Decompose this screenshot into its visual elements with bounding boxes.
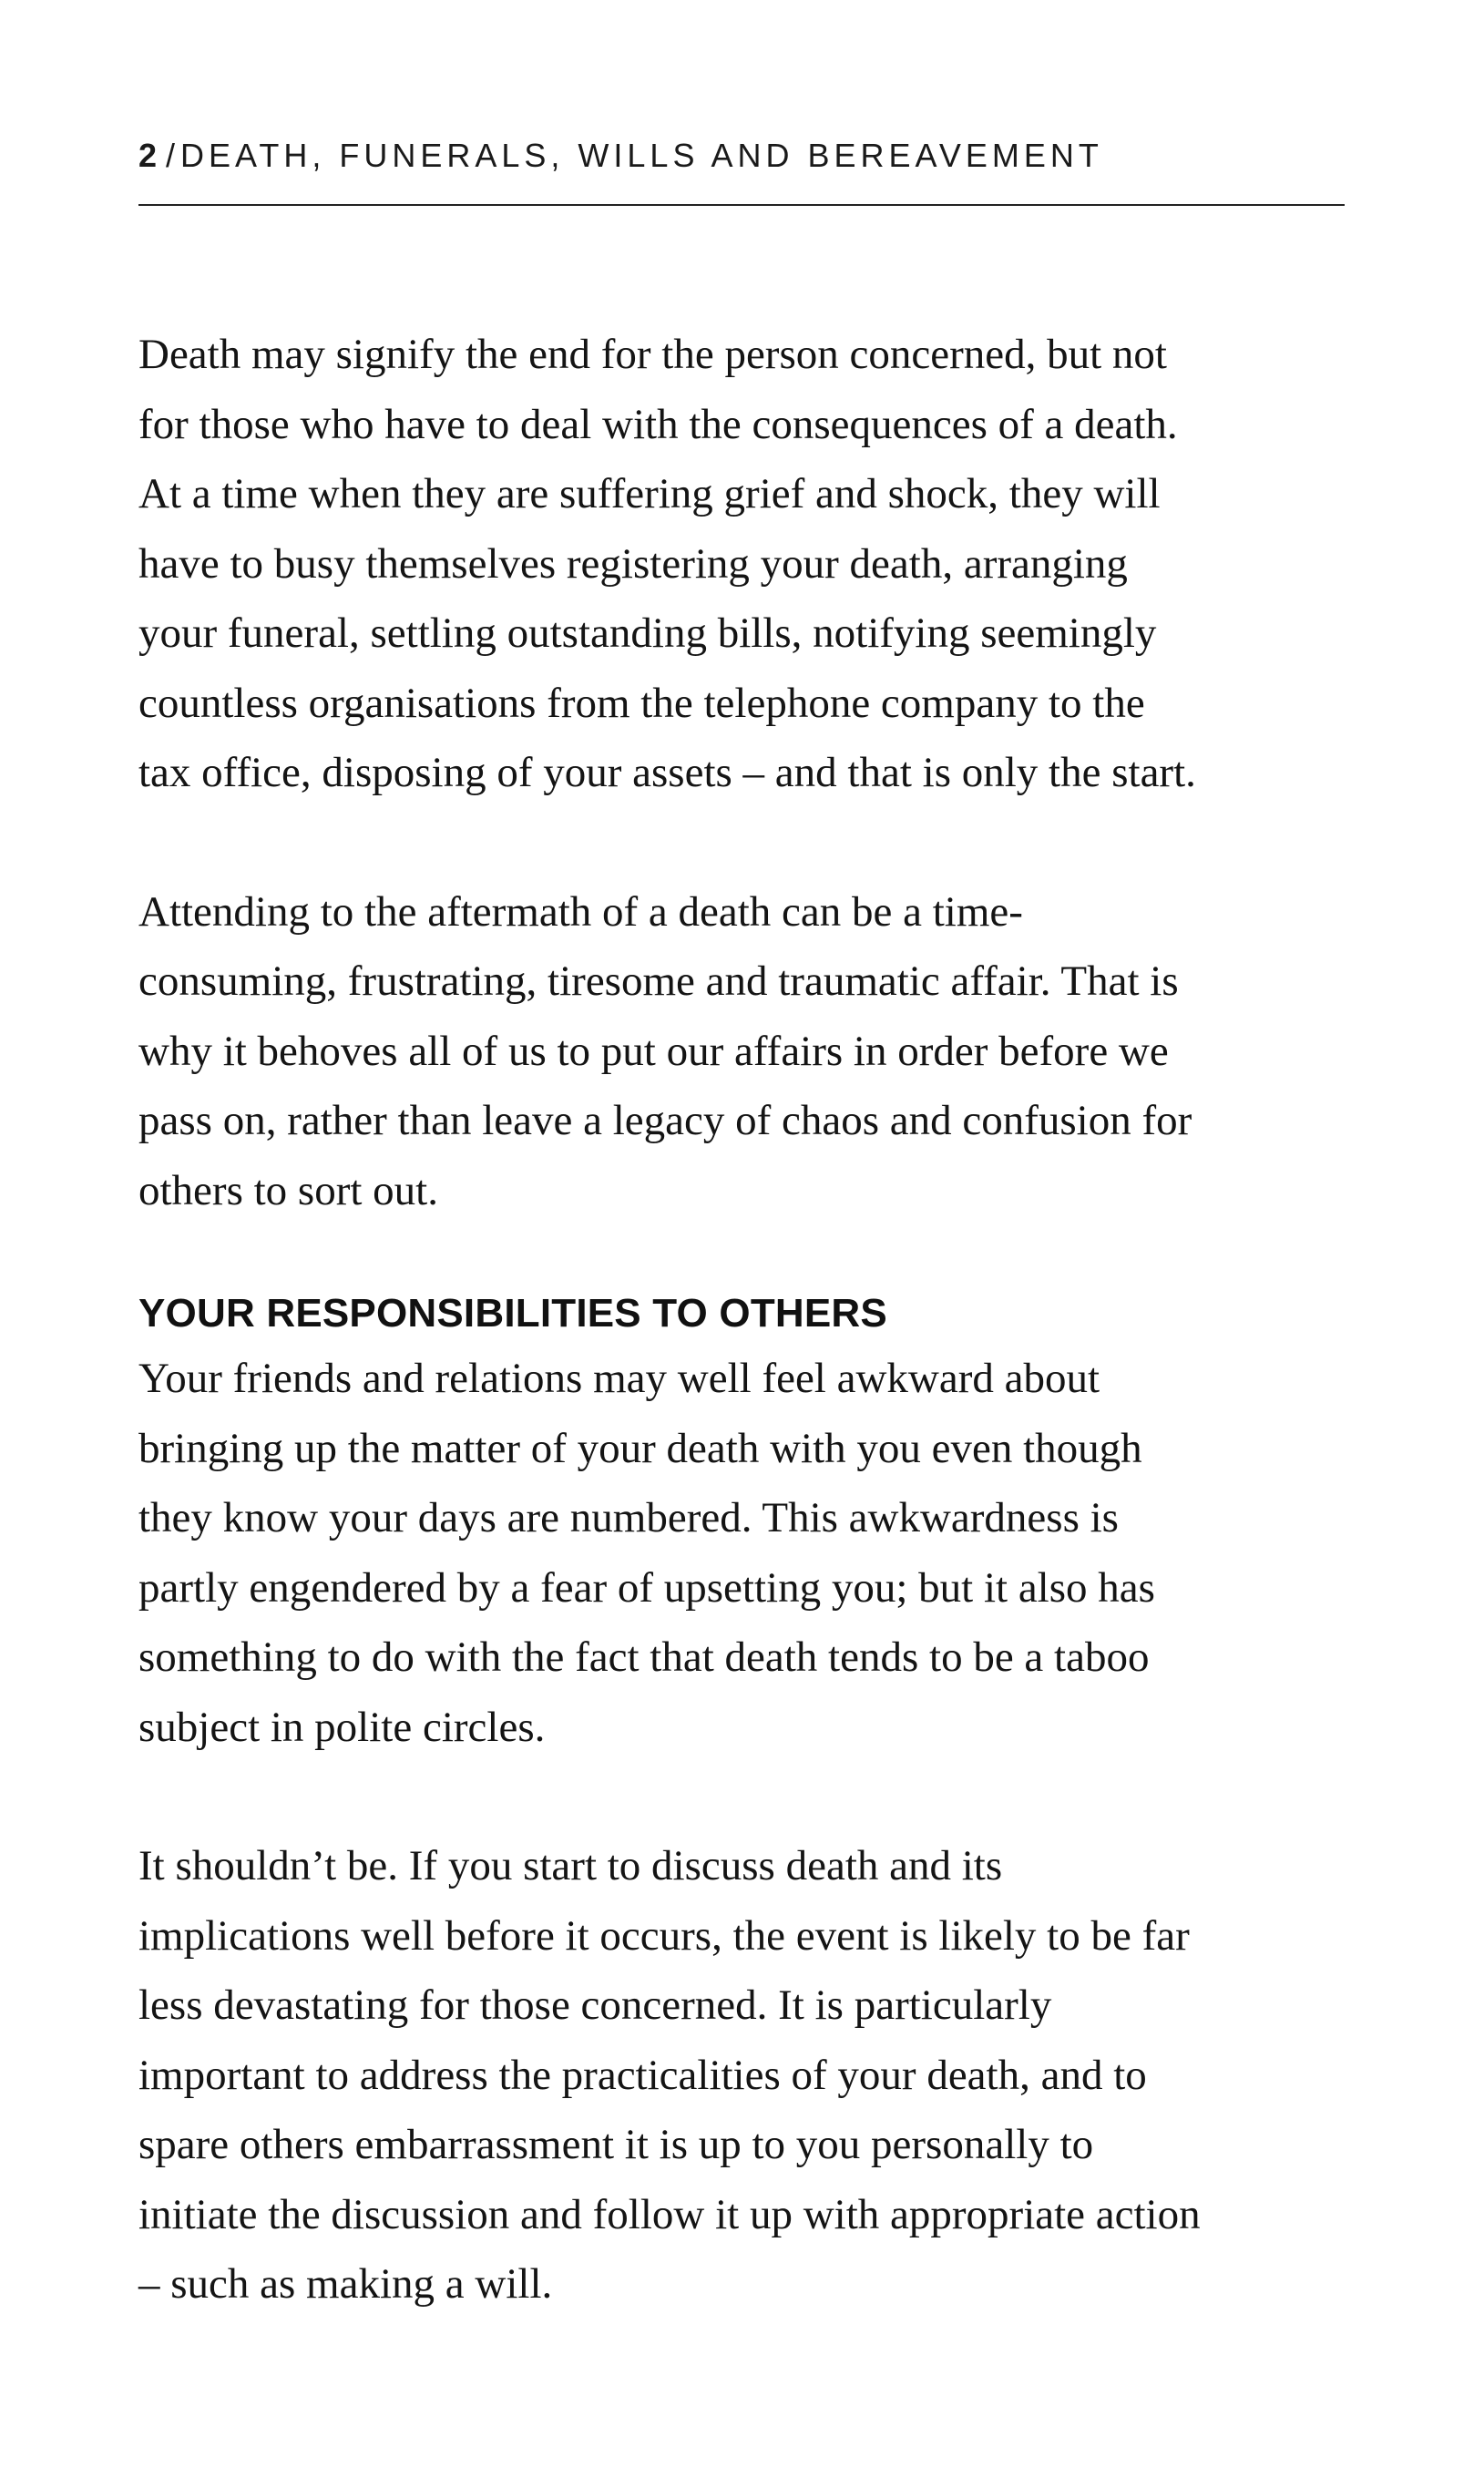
paragraph-4: It shouldn’t be. If you start to discuss death and its implications well before it occurs, the event is likely to be far less devastating for those concerned. It is particularly important to address the practicalities of your death, and to spare others embarrassment it is up to you personally to initiate the discussion and follow it up with appropriate action – such as making a will. [138, 1842, 1201, 2308]
section-heading: YOUR RESPONSIBILITIES TO OTHERS [138, 1291, 887, 1336]
paragraph-3: Your friends and relations may well feel awkward about bringing up the matter of your death with you even though they know your days are numbered. This awkwardness is partly engendered by a fear of upsetting you; but it also has something to do with the fact that death tends to be a taboo subject in polite circles. [138, 1355, 1155, 1751]
page-number: 2 [138, 137, 158, 174]
body-text [138, 320, 1359, 2319]
running-header [138, 137, 1103, 175]
paragraph-2: Attending to the aftermath of a death can be a time- consuming, frustrating, tiresome and traumatic affair. That is why it behoves all of us to put our affairs in order before we pass on, rather than leave a legacy of chaos and confusion for others to sort out. [138, 887, 1192, 1214]
paragraph-1: Death may signify the end for the person concerned, but not for those who have to deal with the consequences of a death. At a time when they are suffering grief and shock, they will have to busy themselves registering your death, arranging your funeral, settling outstanding bills, notifying seemingly countless organisations from the telephone company to the tax office, disposing of your assets – and that is only the start. [138, 331, 1196, 796]
running-title: DEATH, FUNERALS, WILLS AND BEREAVEMENT [180, 137, 1103, 174]
header-rule [138, 204, 1345, 206]
header-separator: / [166, 137, 176, 174]
